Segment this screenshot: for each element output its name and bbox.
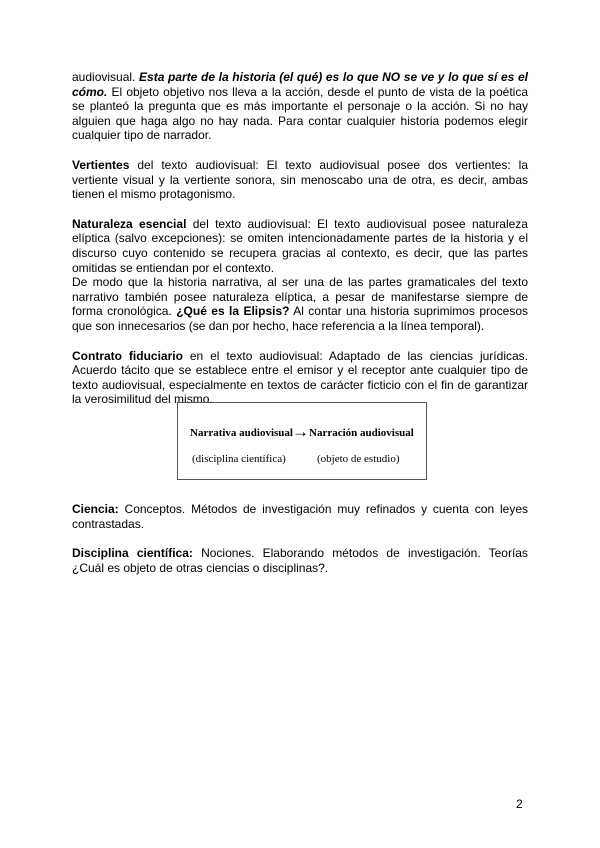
term-ciencia: Ciencia: <box>72 502 119 516</box>
diagram-right-title: Narración audiovisual <box>309 427 414 439</box>
paragraph-naturaleza <box>72 217 528 275</box>
paragraph-vertientes <box>72 158 528 202</box>
arrow-right-icon: → <box>292 422 309 441</box>
paragraph-text: Al contar una historia suprimimos procesos que son innecesarios (se dan por hecho, hace referencia a la línea temporal). <box>72 304 529 333</box>
paragraph-text: del texto audiovisual: El texto audiovisual posee naturaleza elíptica (salvo excepciones): se omiten intencionadamente partes de la historia y el discurso cuyo contenido se recupera gracias al contexto, es decir, que las partes omitidas se entiendan por el contexto. <box>72 216 528 275</box>
paragraph-text: en el texto audiovisual: Adaptado de las ciencias jurídicas. Acuerdo tácito que se establece entre el emisor y el receptor ante cualquier tipo de texto audiovisual, especialmente en textos de carácter ficticio con el fin de garantizar la verosimilitud del mismo. <box>72 348 528 407</box>
term-vertientes: Vertientes <box>72 157 130 172</box>
document-body <box>72 70 528 407</box>
paragraph-contrato <box>72 349 528 407</box>
diagram-left-subtitle: (disciplina científica) <box>192 453 286 465</box>
paragraph-naturaleza-continued <box>72 275 528 333</box>
term-disciplina: Disciplina científica: <box>72 546 193 561</box>
term-naturaleza: Naturaleza esencial <box>72 216 187 231</box>
term-contrato: Contrato fiduciario <box>72 348 183 363</box>
question-elipsis: ¿Qué es la Elipsis? <box>176 304 290 319</box>
paragraph-text: De modo que la historia narrativa, al ser una de las partes gramaticales del texto narrativo también posee naturaleza elíptica, a pesar de manifestarse siempre de forma cronológica. <box>72 275 528 319</box>
diagram-left-title: Narrativa audiovisual <box>190 427 293 439</box>
paragraph-disciplina <box>72 546 528 575</box>
page-number: 2 <box>516 797 523 811</box>
paragraph-text: audiovisual. <box>72 70 140 84</box>
paragraph-text: El objeto objetivo nos lleva a la acción, desde el punto de vista de la poética se planteó la pregunta que es más importante el personaje o la acción. Si no hay alguien que haga algo no hay nada. Para contar cualquier historia podemos elegir cualquier tipo de narrador. <box>72 84 528 143</box>
paragraph-audiovisual <box>72 70 528 143</box>
paragraph-text: Nociones. Elaborando métodos de investigación. Teorías ¿Cuál es objeto de otras ciencias o disciplinas?. <box>72 546 528 575</box>
paragraph-ciencia <box>72 502 528 531</box>
emphasis-text: Esta parte de la historia (el qué) es lo que NO se ve y lo que sí es el cómo. <box>72 70 528 99</box>
narrative-diagram <box>177 402 427 480</box>
paragraph-text: Conceptos. Métodos de investigación muy refinados y cuenta con leyes contrastadas. <box>72 502 528 531</box>
diagram-right-subtitle: (objeto de estudio) <box>317 453 400 465</box>
document-body-lower <box>72 502 528 575</box>
paragraph-text: del texto audiovisual: El texto audiovisual posee dos vertientes: la vertiente visual y la vertiente sonora, sin menoscabo una de otra, es decir, ambas tienen el mismo protagonismo. <box>72 157 528 202</box>
